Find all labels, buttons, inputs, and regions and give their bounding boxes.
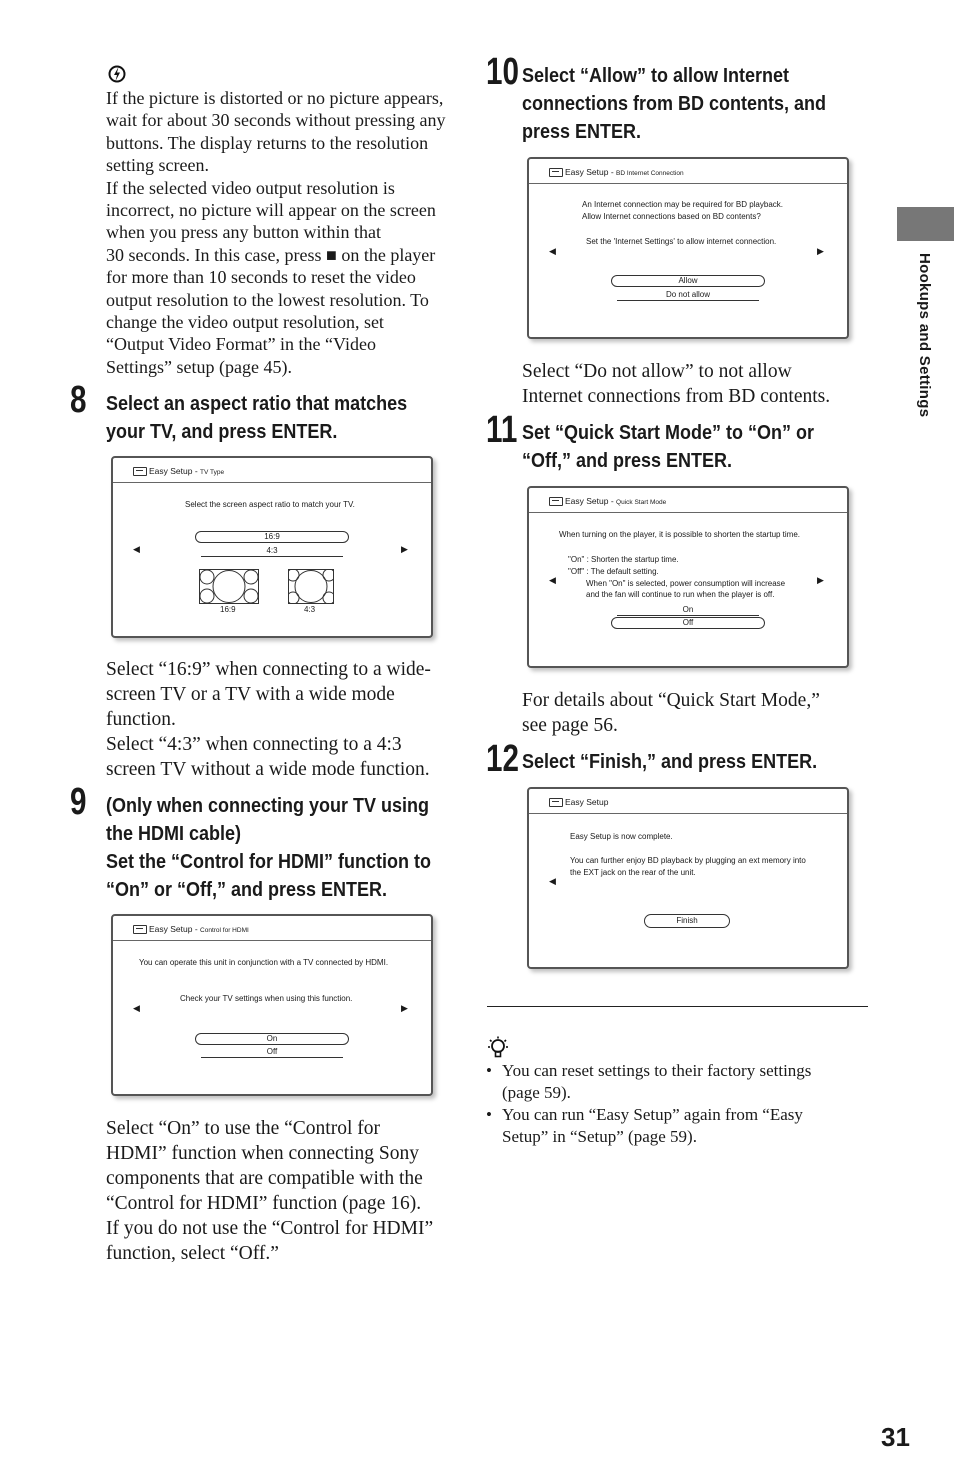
screen-message: When "On" is selected, power consumption will increase	[586, 579, 786, 588]
step-10-title: Select “Allow” to allow Internet connections from BD contents, and press ENTER.	[522, 65, 827, 143]
option-do-not-allow[interactable]: Do not allow	[617, 289, 759, 301]
easy-setup-icon	[133, 925, 147, 934]
screen-header: Easy Setup - TV Type	[113, 458, 431, 483]
right-arrow-icon[interactable]: ▶	[401, 1004, 408, 1014]
screen-message: Allow Internet connections based on BD contents?	[582, 212, 761, 221]
step-10-number: 10	[486, 51, 519, 93]
bd-internet-connection-screen	[527, 157, 849, 339]
step-10-description: Select “Do not allow” to not allow Internet connections from BD contents.	[522, 361, 831, 407]
screen-message: Select the screen aspect ratio to match your TV.	[185, 500, 355, 509]
step-12-number: 12	[486, 738, 519, 780]
caption-16-9: 16:9	[220, 605, 236, 614]
step-8-description: Select “16:9” when connecting to a wide- screen TV or a TV with a wide mode function. Select “4:3” when connecting to a 4:3 screen TV without a wide mode function.	[106, 659, 431, 780]
step-8-number: 8	[70, 379, 87, 421]
standard-preview-image	[288, 569, 334, 609]
option-off[interactable]: Off	[201, 1046, 343, 1058]
tip-item: • You can reset settings to their factory settings (page 59).	[486, 1061, 812, 1103]
quick-start-mode-screen	[527, 486, 849, 668]
option-off[interactable]: Off	[611, 617, 765, 629]
note-text: If the picture is distorted or no picture appears, wait for about 30 seconds without pressing any buttons. The display returns to the resolution setting screen. If the selected video output resolution is incorrect, no picture will appear on the screen when you press any button within that 30 seconds. In this case, press ■ on the player for more than 10 seconds to reset the video output resolution to the lowest resolution. To change the video output resolution, set “Output Video Format” in the “Video Settings” setup (page 45).	[106, 88, 446, 377]
screen-message: You can further enjoy BD playback by plugging an ext memory into	[570, 856, 806, 865]
step-11-number: 11	[486, 409, 518, 451]
screen-message: You can operate this unit in conjunction with a TV connected by HDMI.	[139, 958, 389, 967]
screen-message: Easy Setup is now complete.	[570, 832, 673, 841]
option-allow[interactable]: Allow	[611, 275, 765, 287]
step-8-title: Select an aspect ratio that matches your TV, and press ENTER.	[106, 393, 408, 443]
option-on[interactable]: On	[195, 1033, 349, 1045]
right-arrow-icon[interactable]: ▶	[817, 576, 824, 586]
screen-message: An Internet connection may be required for BD playback.	[582, 200, 783, 209]
finish-button[interactable]: Finish	[644, 914, 730, 928]
widescreen-preview-image	[199, 569, 259, 609]
note-icon	[108, 64, 126, 89]
right-arrow-icon[interactable]: ▶	[817, 247, 824, 257]
screen-message: the EXT jack on the rear of the unit.	[570, 868, 696, 877]
tv-type-screen	[111, 456, 433, 638]
page-number: 31	[881, 1422, 910, 1452]
step-11-title: Set “Quick Start Mode” to “On” or “Off,” and press ENTER.	[522, 422, 815, 472]
option-16-9[interactable]: 16:9	[195, 531, 349, 543]
screen-header: Easy Setup	[529, 789, 847, 814]
step-11-description: For details about “Quick Start Mode,” see page 56.	[522, 690, 820, 736]
easy-setup-icon	[133, 467, 147, 476]
screen-message: "On" : Shorten the startup time.	[568, 555, 679, 564]
side-tab-label: Hookups and Settings	[916, 253, 933, 418]
left-arrow-icon[interactable]: ◀	[549, 576, 556, 586]
easy-setup-icon	[549, 497, 563, 506]
easy-setup-icon	[549, 168, 563, 177]
screen-message: Set the 'Internet Settings' to allow internet connection.	[586, 237, 777, 246]
screen-header: Easy Setup - Quick Start Mode	[529, 488, 847, 513]
left-arrow-icon[interactable]: ◀	[549, 877, 556, 887]
left-arrow-icon[interactable]: ◀	[549, 247, 556, 257]
step-9-number: 9	[70, 781, 87, 823]
control-for-hdmi-screen	[111, 914, 433, 1096]
side-tab-block	[897, 207, 954, 241]
screen-header: Easy Setup - BD Internet Connection	[529, 159, 847, 184]
finish-screen	[527, 787, 849, 969]
tips-divider	[487, 1006, 868, 1007]
step-9-description: Select “On” to use the “Control for HDMI” function when connecting Sony components that are compatible with the “Control for HDMI” function (page 16). If you do not use the “Control for HDMI” function, select “Off.”	[106, 1118, 434, 1264]
tip-item: • You can run “Easy Setup” again from “Easy Setup” in “Setup” (page 59).	[486, 1105, 803, 1147]
option-on[interactable]: On	[617, 604, 759, 616]
easy-setup-icon	[549, 798, 563, 807]
screen-header: Easy Setup - Control for HDMI	[113, 916, 431, 941]
screen-message: "Off" : The default setting.	[568, 567, 659, 576]
screen-message: When turning on the player, it is possible to shorten the startup time.	[559, 530, 801, 539]
option-4-3[interactable]: 4:3	[201, 545, 343, 557]
screen-message: Check your TV settings when using this function.	[180, 994, 353, 1003]
left-arrow-icon[interactable]: ◀	[133, 545, 140, 555]
step-12-title: Select “Finish,” and press ENTER.	[522, 751, 818, 773]
right-arrow-icon[interactable]: ▶	[401, 545, 408, 555]
left-arrow-icon[interactable]: ◀	[133, 1004, 140, 1014]
screen-message: and the fan will continue to run when the player is off.	[586, 590, 775, 599]
step-9-title: (Only when connecting your TV using the HDMI cable) Set the “Control for HDMI” function to “On” or “Off,” and press ENTER.	[106, 795, 431, 901]
caption-4-3: 4:3	[304, 605, 316, 614]
